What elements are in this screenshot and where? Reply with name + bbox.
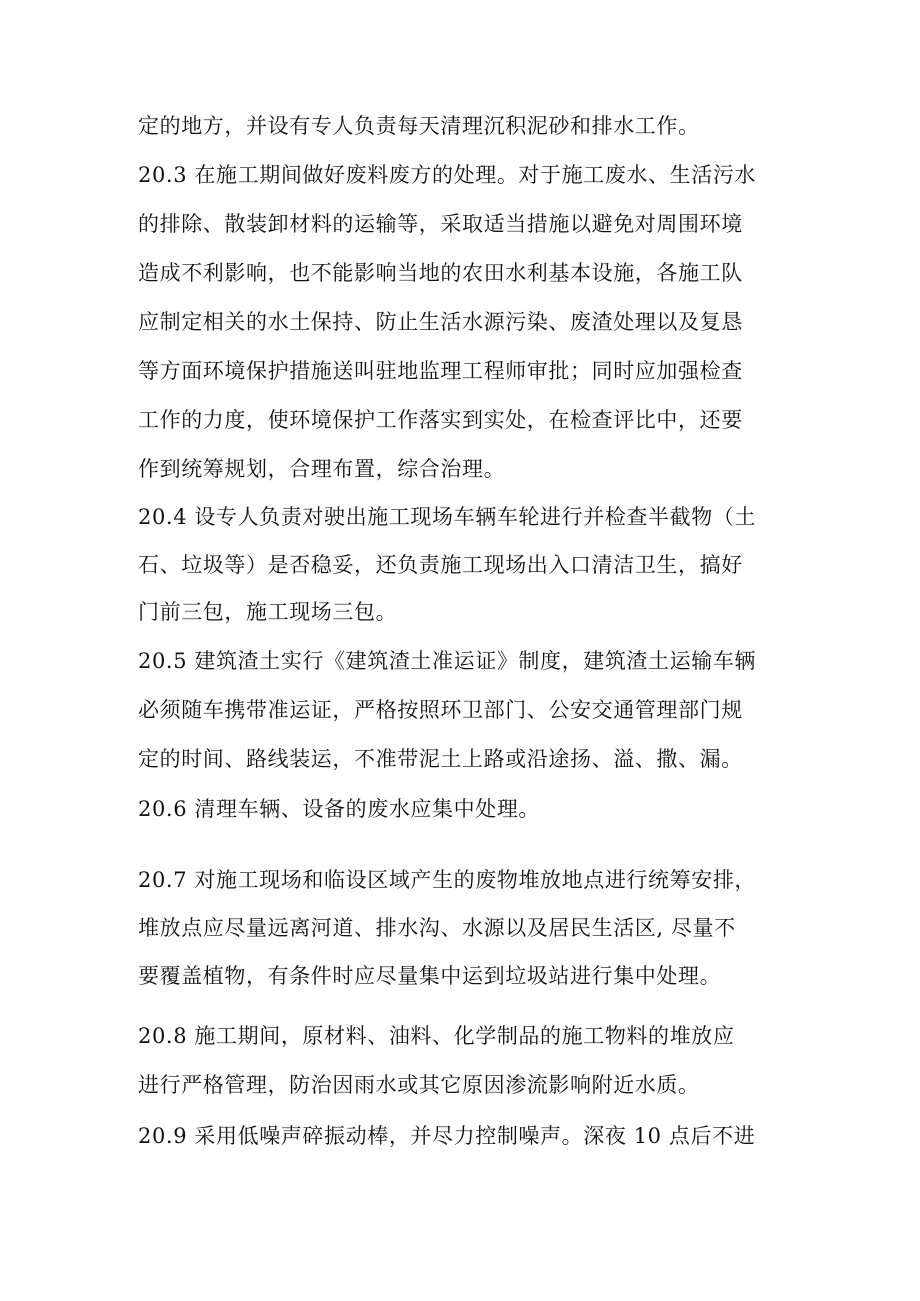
- text-line: 的排除、散装卸材料的运输等，采取适当措施以避免对周围环境: [138, 212, 743, 236]
- text-line: 作到统筹规划，合理布置，综合治理。: [138, 457, 506, 481]
- text-line: 造成不利影响，也不能影响当地的农田水利基本设施，各施工队: [138, 261, 743, 285]
- text-line: 20.4 设专人负责对驶出施工现场车辆车轮进行并检查半截物（土: [138, 505, 757, 529]
- text-line: 20.9 采用低噪声碎振动棒，并尽力控制噪声。深夜 10 点后不进: [138, 1124, 756, 1148]
- text-line: 20.5 建筑渣土实行《建筑渣土准运证》制度，建筑渣土运输车辆: [138, 649, 757, 673]
- text-line: 门前三包，施工现场三包。: [138, 600, 398, 624]
- text-line: 进行严格管理，防治因雨水或其它原因渗流影响附近水质。: [138, 1073, 700, 1097]
- text-line: 堆放点应尽量远离河道、排水沟、水源以及居民生活区, 尽量不: [138, 916, 736, 940]
- text-line: 20.6 清理车辆、设备的废水应集中处理。: [138, 797, 541, 821]
- text-line: 定的时间、路线装运，不准带泥土上路或沿途扬、溢、撒、漏。: [138, 747, 743, 771]
- text-line: 石、垃圾等）是否稳妥，还负责施工现场出入口清洁卫生，搞好: [138, 553, 743, 577]
- text-line: 定的地方，并设有专人负责每天清理沉积泥砂和排水工作。: [138, 114, 700, 138]
- text-line: 必须随车携带准运证，严格按照环卫部门、公安交通管理部门规: [138, 698, 743, 722]
- text-line: 工作的力度，使环境保护工作落实到实处，在检查评比中，还要: [138, 408, 743, 432]
- text-line: 20.8 施工期间，原材料、油料、化学制品的施工物料的堆放应: [138, 1024, 735, 1048]
- text-line: 要覆盖植物，有条件时应尽量集中运到垃圾站进行集中处理。: [138, 964, 722, 988]
- text-line: 等方面环境保护措施送叫驻地监理工程师审批；同时应加强检查: [138, 359, 743, 383]
- text-line: 20.3 在施工期间做好废料废方的处理。对于施工废水、生活污水: [138, 163, 757, 187]
- text-line: 应制定相关的水土保持、防止生活水源污染、废渣处理以及复恳: [138, 310, 743, 334]
- text-line: 20.7 对施工现场和临设区域产生的废物堆放地点进行统筹安排，: [138, 868, 757, 892]
